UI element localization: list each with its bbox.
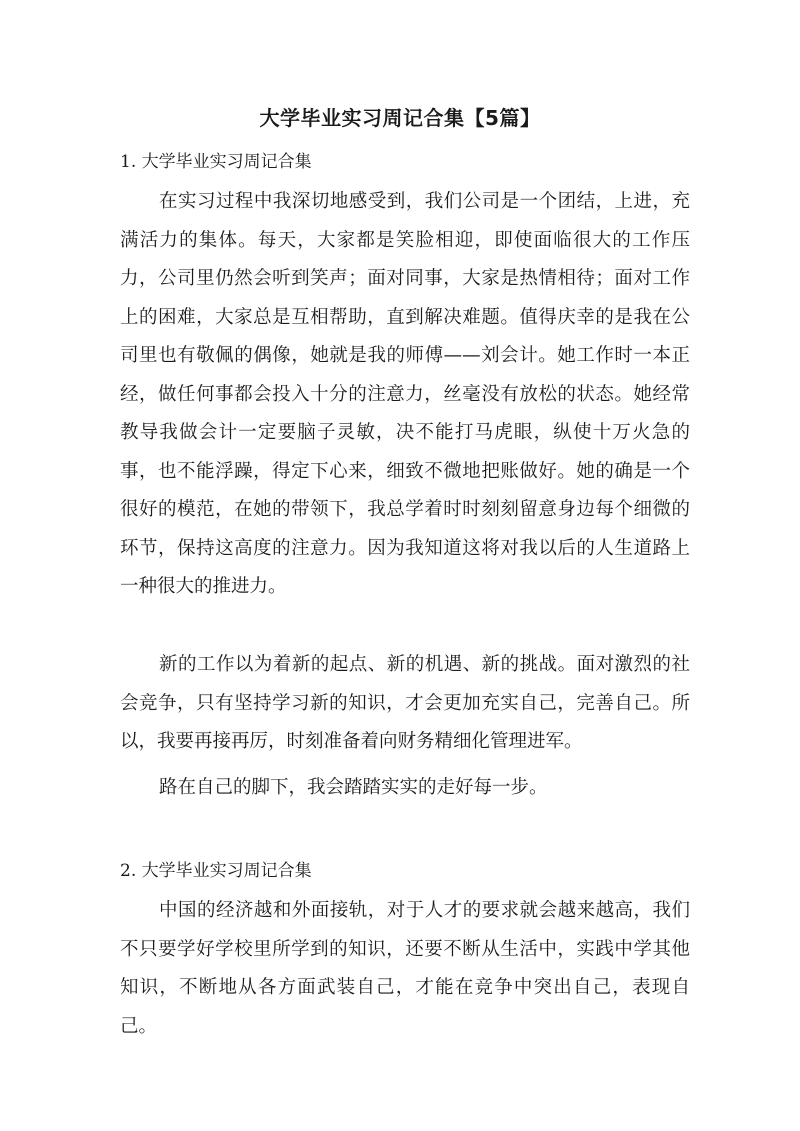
section-1-paragraph-3: 路在自己的脚下，我会踏踏实实的走好每一步。 xyxy=(159,777,548,798)
document-title: 大学毕业实习周记合集【5篇】 xyxy=(259,106,541,130)
section-heading-1: 1. 大学毕业实习周记合集 xyxy=(120,152,312,172)
section-1-paragraph-1: 在实习过程中我深切地感受到，我们公司是一个团结，上进，充满活力的集体。每天，大家都是笑脸相迎，即使面临很大的工作压力，公司里仍然会听到笑声；面对同事，大家是热情相待；面对工作上的困难，大家总是互相帮助，直到解决难题。值得庆幸的是我在公司里也有敬佩的偶像，她就是我的师傅——刘会计。她工作时一本正经，做任何事都会投入十分的注意力，丝毫没有放松的状态。她经常教导我做会计一定要脑子灵敏，决不能打马虎眼，纵使十万火急的事，也不能浮躁，得定下心来，细致不微地把账做好。她的确是一个很好的模范，在她的带领下，我总学着时时刻刻留意身边每个细微的环节，保持这高度的注意力。因为我知道这将对我以后的人生道路上一种很大的推进力。 xyxy=(120,191,690,597)
section-1-paragraph-2: 新的工作以为着新的起点、新的机遇、新的挑战。面对激烈的社会竞争，只有坚持学习新的知识，才会更加充实自己，完善自己。所以，我要再接再厉，时刻准备着向财务精细化管理进军。 xyxy=(120,654,690,752)
section-2-paragraph-1: 中国的经济越和外面接轨，对于人才的要求就会越来越高，我们不只要学好学校里所学到的知识，还要不断从生活中，实践中学其他知识，不断地从各方面武装自己，才能在竞争中突出自己，表现自己。 xyxy=(120,900,690,1037)
section-heading-2: 2. 大学毕业实习周记合集 xyxy=(120,861,312,881)
